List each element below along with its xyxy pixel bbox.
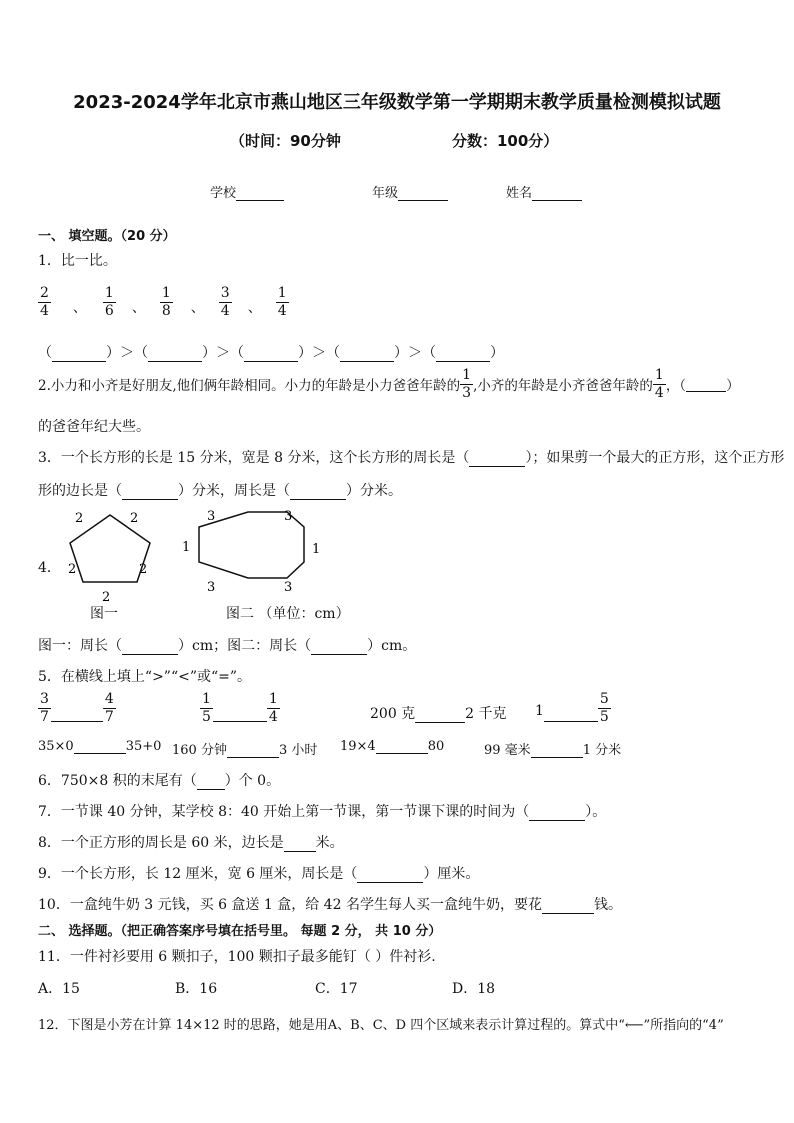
school-label: 学校 bbox=[210, 186, 237, 201]
q11-option-a[interactable]: A．15 bbox=[38, 981, 80, 997]
q2-line1: 2.小力和小齐是好朋友,他们俩年龄相同。小力的年龄是小力爸爸年龄的 $\frac{1}{3}$ ,小齐的年龄是小齐爸爸年龄的 $\frac{1}{4}$ ，（ ） bbox=[38, 367, 740, 401]
q1-frac-3: $\frac{1}{8}$ bbox=[161, 285, 171, 319]
separator: 、 bbox=[190, 300, 205, 317]
q5-row1-c: 200 克 2 千克 bbox=[370, 706, 507, 722]
q8: 8．一个正方形的周长是 60 米，边长是 米。 bbox=[38, 835, 344, 851]
hexagon-label: 3 bbox=[207, 509, 216, 524]
grade-label: 年级 bbox=[372, 186, 399, 201]
separator: 、 bbox=[72, 300, 87, 317]
pentagon-label: 2 bbox=[75, 511, 84, 526]
answer-blank[interactable] bbox=[52, 347, 106, 362]
hexagon-label: 1 bbox=[312, 542, 321, 557]
q4-answer-line: 图一：周长（ ）cm；图二：周长（ ）cm。 bbox=[38, 638, 417, 654]
answer-blank[interactable] bbox=[197, 775, 225, 790]
q5-row1-d: 1 $\frac{5}{5}$ bbox=[535, 691, 609, 725]
hexagon-label: 3 bbox=[207, 580, 216, 595]
hexagon-label: 3 bbox=[284, 509, 293, 524]
q10: 10．一盒纯牛奶 3 元钱，买 6 盒送 1 盒，给 42 名学生每人买一盒纯牛奶，要花 钱。 bbox=[38, 897, 622, 913]
answer-blank[interactable] bbox=[227, 743, 279, 758]
q12-text: 12．下图是小芳在计算 14×12 时的思路，她是用A、B、C、D 四个区域来表示计算过程的。算式中“⟵”所指向的“4” bbox=[38, 1018, 724, 1033]
q5-row2-a: 35×0 35+0 bbox=[38, 739, 162, 754]
q3-line2: 形的边长是（ ）分米，周长是（ ）分米。 bbox=[38, 483, 402, 499]
q7: 7．一节课 40 分钟，某学校 8：40 开始上第一节课，第一节课下课的时间为（ ）。 bbox=[38, 804, 607, 820]
q11-option-b[interactable]: B．16 bbox=[175, 981, 218, 997]
q1-frac-5: $\frac{1}{4}$ bbox=[277, 285, 287, 319]
answer-blank[interactable] bbox=[415, 708, 465, 723]
hexagon-label: 3 bbox=[284, 580, 293, 595]
q1-frac-1: $\frac{2}{4}$ bbox=[40, 285, 49, 319]
answer-blank[interactable] bbox=[340, 347, 394, 362]
q11-text: 11．一件衬衫要用 6 颗扣子，100 颗扣子最多能钉（ ）件衬衫. bbox=[38, 949, 436, 965]
exam-score: 分数：100分） bbox=[452, 132, 559, 150]
q1-compare-row: （ ）＞（ ）＞（ ）＞（ ）＞（ ） bbox=[38, 345, 504, 361]
answer-blank[interactable] bbox=[469, 452, 525, 467]
answer-blank[interactable] bbox=[357, 868, 423, 883]
school-blank[interactable] bbox=[236, 186, 284, 201]
q1-frac-2: $\frac{1}{6}$ bbox=[104, 285, 114, 319]
pentagon-label: 2 bbox=[139, 562, 148, 577]
left-arrow-icon: ⟵ bbox=[624, 1018, 644, 1033]
answer-blank[interactable] bbox=[122, 640, 178, 655]
pentagon-label: 2 bbox=[102, 590, 111, 605]
answer-blank[interactable] bbox=[290, 485, 346, 500]
school-field[interactable] bbox=[210, 182, 284, 201]
q5-row2-d: 99 毫米 1 分米 bbox=[484, 743, 622, 758]
q2-frac-1: $\frac{1}{3}$ bbox=[462, 367, 472, 401]
pentagon-label: 2 bbox=[130, 511, 139, 526]
answer-blank[interactable] bbox=[148, 347, 202, 362]
q5-text: 5．在横线上填上“>”“<”或“=”。 bbox=[38, 669, 252, 685]
hexagon-label: 1 bbox=[182, 540, 191, 555]
separator: 、 bbox=[247, 300, 262, 317]
answer-blank[interactable] bbox=[686, 377, 726, 392]
section2-heading: 二、 选择题。（把正确答案序号填在括号里。 每题 2 分， 共 10 分） bbox=[38, 924, 442, 939]
separator: 、 bbox=[131, 300, 146, 317]
q1-text: 1．比一比。 bbox=[38, 253, 117, 269]
q5-row2-c: 19×4 80 bbox=[340, 739, 445, 754]
q6: 6．750×8 积的末尾有（ ）个 0。 bbox=[38, 773, 281, 789]
fig2-caption: 图二 （单位：cm） bbox=[226, 606, 350, 622]
answer-blank[interactable] bbox=[436, 347, 490, 362]
q2-line2: 的爸爸年纪大些。 bbox=[38, 419, 150, 435]
name-field[interactable] bbox=[506, 182, 582, 201]
page-title: 2023-2024学年北京市燕山地区三年级数学第一学期期末教学质量检测模拟试题 bbox=[73, 92, 721, 113]
answer-blank[interactable] bbox=[244, 347, 298, 362]
q1-fractions bbox=[38, 286, 289, 318]
pentagon-label: 2 bbox=[68, 562, 77, 577]
answer-blank[interactable] bbox=[284, 837, 316, 852]
q5-row1-b: $\frac{1}{5}$ $\frac{1}{4}$ bbox=[202, 691, 278, 725]
q11-option-d[interactable]: D．18 bbox=[452, 981, 496, 997]
answer-blank[interactable] bbox=[542, 899, 594, 914]
answer-blank[interactable] bbox=[74, 739, 126, 754]
q2-frac-2: $\frac{1}{4}$ bbox=[654, 367, 664, 401]
q9: 9．一个长方形，长 12 厘米，宽 6 厘米，周长是（ ）厘米。 bbox=[38, 866, 480, 882]
q3-line1: 3．一个长方形的长是 15 分米，宽是 8 分米，这个长方形的周长是（ ）；如果剪一个最大的正方形，这个正方形 bbox=[38, 450, 785, 466]
answer-blank[interactable] bbox=[529, 806, 585, 821]
answer-blank[interactable] bbox=[531, 743, 583, 758]
fig1-caption: 图一 bbox=[90, 606, 118, 622]
answer-blank[interactable] bbox=[213, 707, 267, 722]
exam-time: （时间：90分钟 bbox=[230, 132, 341, 150]
answer-blank[interactable] bbox=[376, 739, 428, 754]
answer-blank[interactable] bbox=[544, 707, 598, 722]
grade-field[interactable] bbox=[372, 182, 448, 201]
q5-row2-b: 160 分钟 3 小时 bbox=[172, 743, 318, 758]
q4-number: 4． bbox=[38, 560, 61, 576]
answer-blank[interactable] bbox=[122, 485, 178, 500]
q11-option-c[interactable]: C．17 bbox=[315, 981, 358, 997]
q5-row1-a: $\frac{3}{7}$ $\frac{4}{7}$ bbox=[40, 691, 114, 725]
q1-frac-4: $\frac{3}{4}$ bbox=[220, 285, 230, 319]
answer-blank[interactable] bbox=[311, 640, 367, 655]
name-label: 姓名 bbox=[506, 186, 533, 201]
section1-heading: 一、 填空题。（20 分） bbox=[38, 229, 176, 244]
name-blank[interactable] bbox=[532, 186, 582, 201]
answer-blank[interactable] bbox=[51, 707, 103, 722]
grade-blank[interactable] bbox=[398, 186, 448, 201]
